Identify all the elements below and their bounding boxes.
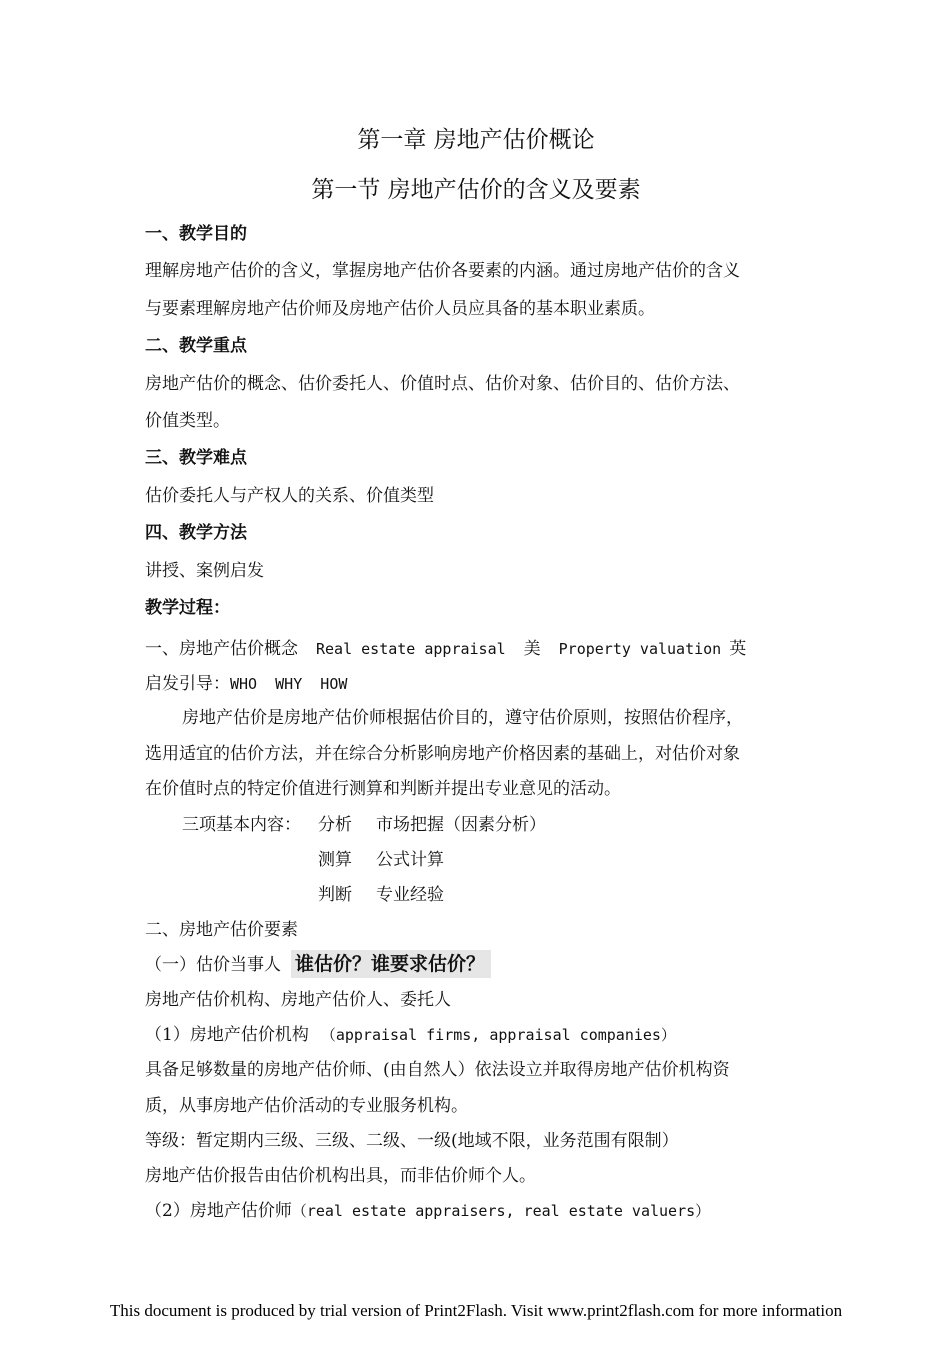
heading-difficulty: 三、教学难点 [145, 448, 247, 468]
concept-us-tag: 美 [523, 639, 541, 659]
content-item-desc: 市场把握（因素分析） [376, 815, 546, 835]
definition-line-2: 选用适宜的估价方法，并在综合分析影响房地产价格因素的基础上，对估价对象 [145, 744, 740, 764]
content-item-name: 测算 [318, 850, 352, 870]
three-contents-label: 三项基本内容： [182, 815, 301, 835]
definition-line-1: 房地产估价是房地产估价师根据估价目的，遵守估价原则，按照估价程序， [182, 708, 743, 728]
concept-heading: 一、房地产估价概念 [145, 639, 298, 659]
content-item-name: 分析 [318, 815, 352, 835]
appraiser-heading: （2）房地产估价师 [145, 1201, 292, 1221]
section-title: 第一节 房地产估价的含义及要素 [311, 177, 641, 203]
trial-footer-notice: This document is produced by trial version of Print2Flash. Visit www.print2flash.com for more information [109, 1301, 843, 1320]
firm-en: （appraisal firms, appraisal companies） [320, 1026, 676, 1044]
content-item-desc: 专业经验 [376, 885, 444, 905]
difficulty-line: 估价委托人与产权人的关系、价值类型 [145, 486, 434, 506]
objective-line-1: 理解房地产估价的含义，掌握房地产估价各要素的内涵。通过房地产估价的含义 [145, 261, 740, 281]
concept-en-uk: Property valuation [558, 640, 722, 658]
appraiser-en: （real estate appraisers, real estate valuers） [291, 1202, 711, 1220]
elements-heading: 二、房地产估价要素 [145, 920, 298, 940]
inspire-line [145, 672, 347, 696]
heading-process: 教学过程： [145, 598, 230, 618]
concept-en-us: Real estate appraisal [316, 640, 506, 658]
focus-line-1: 房地产估价的概念、估价委托人、价值时点、估价对象、估价目的、估价方法、 [145, 374, 740, 394]
firm-definition-line-2: 质，从事房地产估价活动的专业服务机构。 [145, 1096, 468, 1116]
content-item-judgment [318, 883, 444, 907]
content-item-name: 判断 [318, 885, 352, 905]
firm-definition-line-1: 具备足够数量的房地产估价师、(由自然人）依法设立并取得房地产估价机构资 [145, 1060, 730, 1080]
heading-objective: 一、教学目的 [145, 224, 247, 244]
parties-list: 房地产估价机构、房地产估价人、委托人 [145, 990, 451, 1010]
inspire-words: WHO WHY HOW [230, 675, 348, 693]
chapter-title: 第一章 房地产估价概论 [357, 127, 595, 153]
content-item-calculation [318, 848, 444, 872]
concept-line [145, 637, 746, 661]
heading-focus: 二、教学重点 [145, 336, 247, 356]
heading-method: 四、教学方法 [145, 523, 247, 543]
parties-line [145, 950, 491, 978]
content-item-analysis [318, 813, 546, 837]
inspire-label: 启发引导： [145, 674, 230, 694]
parties-heading: （一）估价当事人 [145, 955, 281, 975]
concept-uk-tag: 英 [729, 639, 747, 659]
parties-question-highlight: 谁估价？谁要求估价？ [291, 950, 491, 978]
focus-line-2: 价值类型。 [145, 411, 230, 431]
firm-heading: （1）房地产估价机构 [145, 1025, 309, 1045]
definition-line-3: 在价值时点的特定价值进行测算和判断并提出专业意见的活动。 [145, 779, 621, 799]
appraiser-line [145, 1199, 710, 1223]
firm-line [145, 1023, 676, 1047]
objective-line-2: 与要素理解房地产估价师及房地产估价人员应具备的基本职业素质。 [145, 299, 655, 319]
report-line: 房地产估价报告由估价机构出具，而非估价师个人。 [145, 1166, 536, 1186]
content-item-desc: 公式计算 [376, 850, 444, 870]
grade-line: 等级：暂定期内三级、三级、二级、一级(地域不限，业务范围有限制） [145, 1131, 679, 1151]
method-line: 讲授、案例启发 [145, 561, 264, 581]
